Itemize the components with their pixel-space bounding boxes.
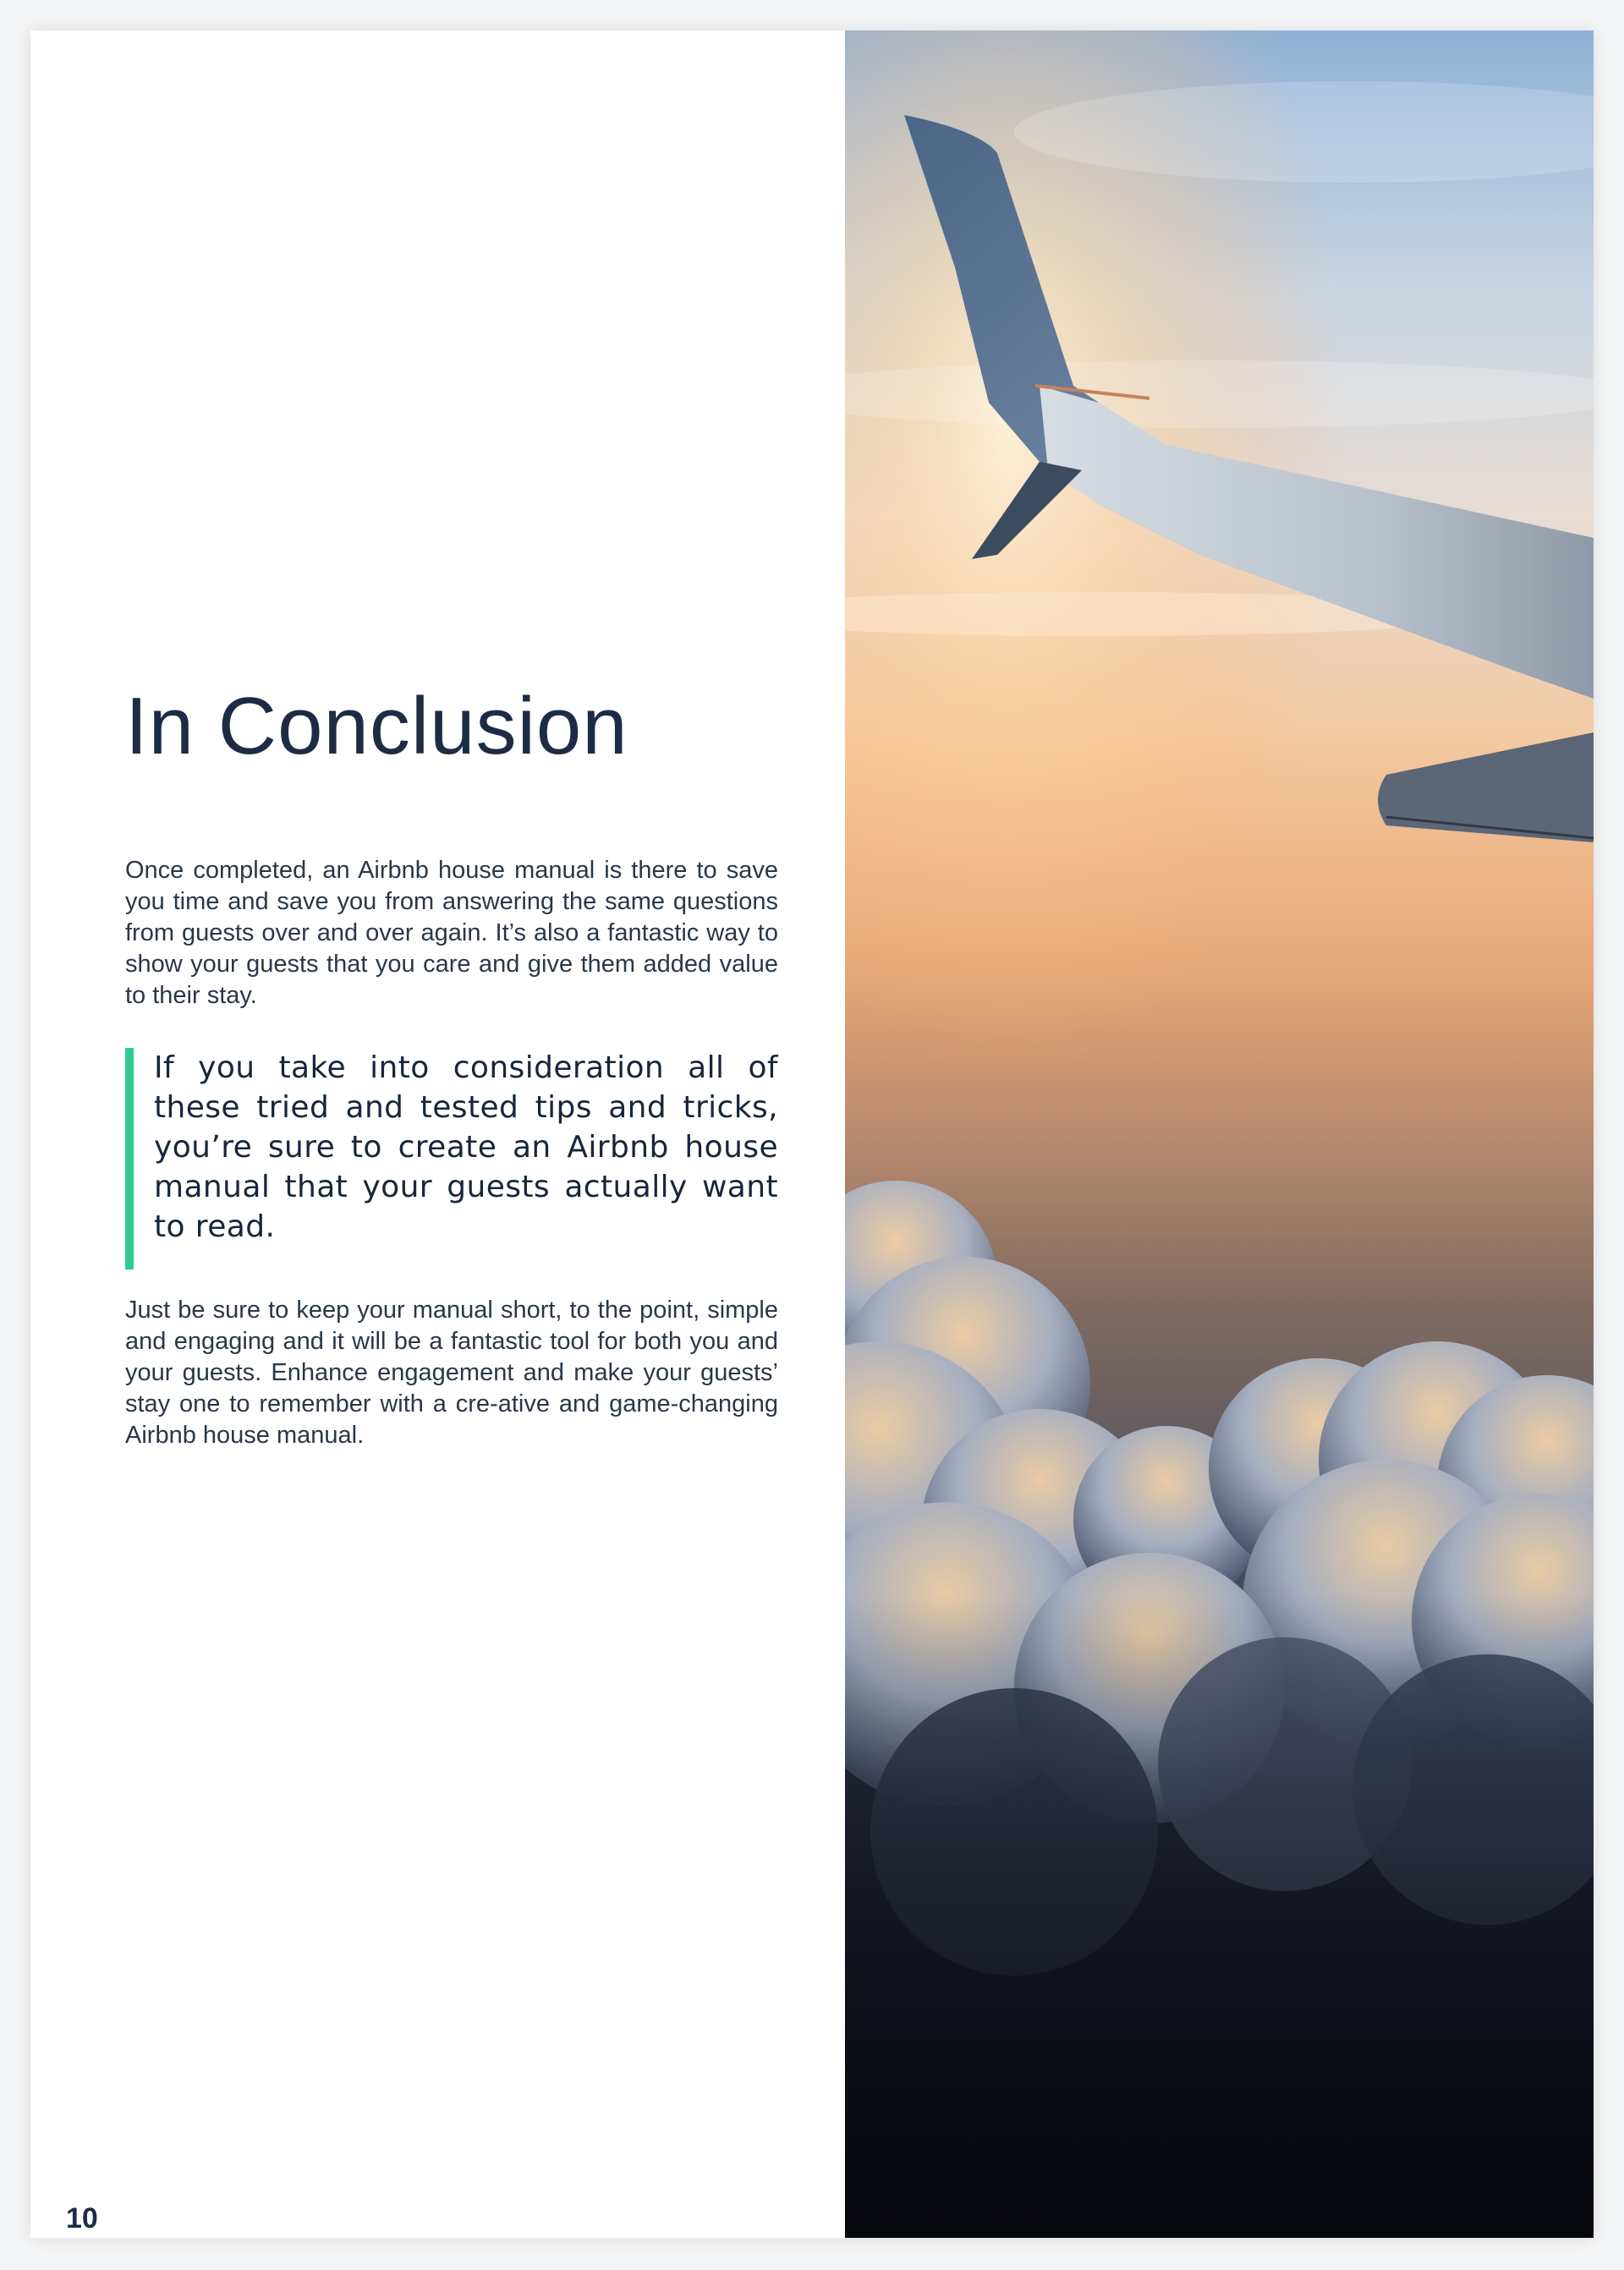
closing-paragraph: Just be sure to keep your manual short, to the point, simple and engaging and it will be a fantastic tool for both you and your guests. Enhance engagement and make your guests’ stay one to remember with a cre-ative and game-changing Airbnb house manual. [125,1297,778,1449]
intro-paragraph: Once completed, an Airbnb house manual is there to save you time and save you from answering the same questions from guests over and over again. It’s also a fantastic way to show your guests that you care and give them added value to their stay. [125,857,778,1009]
airplane-wing-photo-icon [845,30,1594,2238]
pull-quote-text: If you take into consideration all of these tried and tested tips and tricks, you’re sure to create an Airbnb house manual that your guests actually want to read. [154,1050,778,1244]
page-number: 10 [66,2202,98,2234]
pull-quote [125,1048,778,1269]
text-column [30,30,845,2238]
page-title: In Conclusion [125,681,628,771]
document-page [30,30,1594,2238]
airplane-wing-photo [845,30,1594,2238]
